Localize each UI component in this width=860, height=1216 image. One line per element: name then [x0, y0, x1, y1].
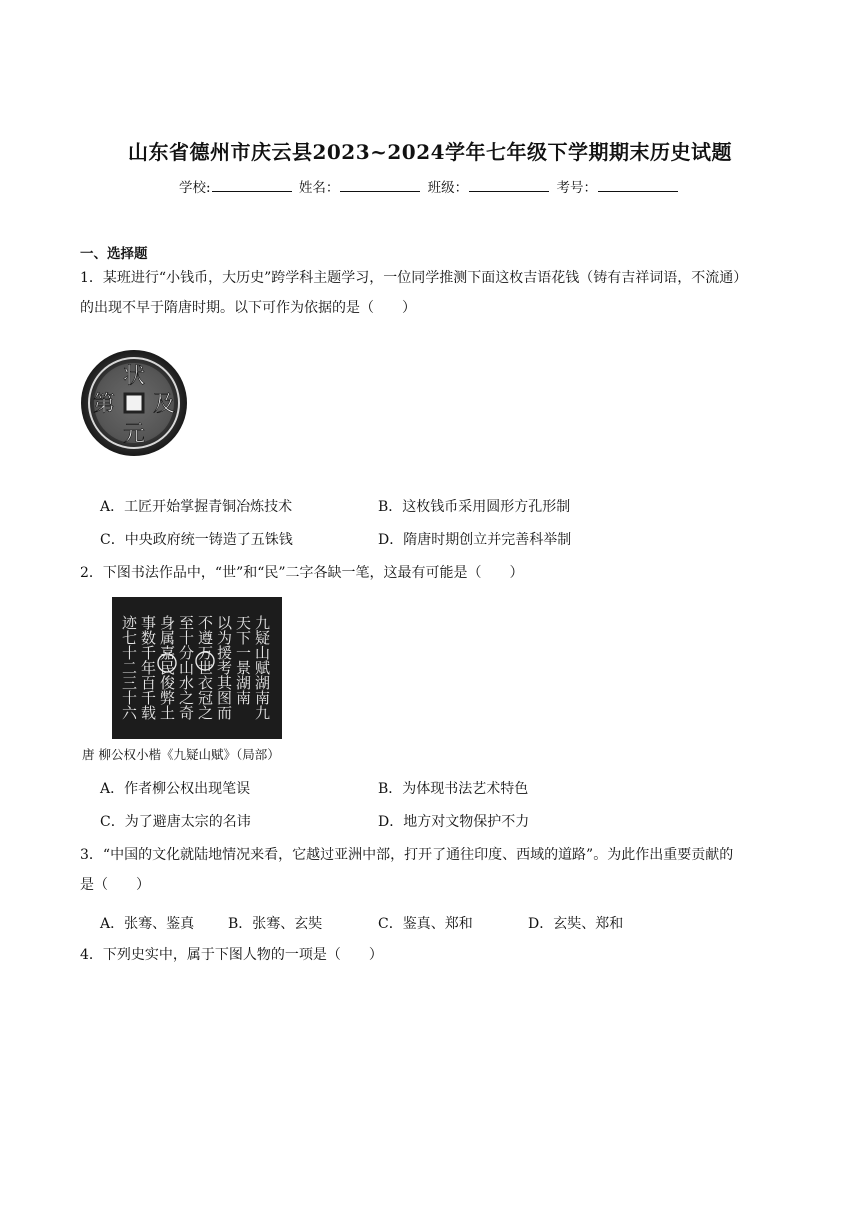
question-1-options-row-2 — [100, 529, 790, 551]
question-1-option-b[interactable]: B．这枚钱币采用圆形方孔形制 — [378, 499, 571, 515]
calligraphy-col-4: 不遵万世衣冠之 — [196, 615, 214, 720]
question-3-option-c[interactable]: C．鉴真、郑和 — [378, 916, 473, 932]
coin-char-bottom: 元 — [122, 422, 146, 447]
question-1-option-a[interactable]: A．工匠开始掌握青铜冶炼技术 — [100, 499, 293, 515]
school-label: 学校: — [179, 180, 211, 196]
coin-char-left: 第 — [92, 392, 116, 417]
question-3-line-2: 是（ ） — [80, 877, 150, 893]
question-2-text — [80, 558, 792, 588]
class-label: 班级： — [427, 180, 469, 196]
coin-square-hole — [125, 394, 143, 412]
school-blank[interactable] — [212, 179, 292, 192]
question-3-option-a[interactable]: A．张骞、鉴真 — [100, 916, 195, 932]
student-info-line — [0, 176, 860, 196]
calligraphy-col-5: 至十分山水之奇 — [177, 615, 195, 720]
question-3-option-b[interactable]: B．张骞、玄奘 — [228, 916, 323, 932]
question-2-option-a[interactable]: A．作者柳公权出现笔误 — [100, 781, 251, 797]
calligraphy-col-8: 迹七十二三十六 — [120, 615, 138, 720]
question-2-options-row-1 — [100, 778, 790, 800]
question-2-option-c[interactable]: C．为了避唐太宗的名讳 — [100, 814, 251, 830]
question-3-line-1: 3．“中国的文化就陆地情况来看，它越过亚洲中部，打开了通往印度、西域的道路”。为此作出重要贡献的 — [80, 847, 734, 863]
question-2-options-row-2 — [100, 811, 790, 833]
question-2-option-b[interactable]: B．为体现书法艺术特色 — [378, 781, 529, 797]
question-1-text — [80, 263, 792, 323]
calligraphy-col-6: 身属嘉民俊弊土 — [158, 615, 176, 720]
calligraphy-col-1: 九疑山赋湖南九 — [253, 615, 271, 720]
question-1-line-2: 的出现不早于隋唐时期。以下可作为依据的是（ ） — [80, 300, 416, 316]
question-1-option-d[interactable]: D．隋唐时期创立并完善科举制 — [378, 532, 572, 548]
question-3-text — [80, 840, 792, 900]
calligraphy-columns — [112, 597, 282, 739]
page-title: 山东省德州市庆云县2023~2024学年七年级下学期期末历史试题 — [127, 140, 733, 164]
calligraphy-text — [120, 615, 271, 721]
question-1-option-c[interactable]: C．中央政府统一铸造了五铢钱 — [100, 532, 293, 548]
coin-char-top: 状 — [122, 364, 146, 389]
question-2-line-1: 2．下图书法作品中，“世”和“民”二字各缺一笔，这最有可能是（ ） — [80, 565, 524, 581]
calligraphy-image — [112, 597, 282, 739]
calligraphy-col-3: 以为援考其图而 — [215, 615, 233, 720]
question-4-text — [80, 940, 792, 970]
class-blank[interactable] — [469, 179, 549, 192]
question-4-line-1: 4．下列史实中，属于下图人物的一项是（ ） — [80, 947, 383, 963]
exam-number-blank[interactable] — [598, 179, 678, 192]
name-label: 姓名： — [298, 180, 340, 196]
section-title: 一、选择题 — [80, 246, 148, 262]
calligraphy-col-7: 事数千年百千载 — [139, 615, 157, 720]
calligraphy-caption: 唐 柳公权小楷《九疑山赋》（局部） — [82, 747, 280, 762]
question-2-option-d[interactable]: D．地方对文物保护不力 — [378, 814, 530, 830]
coin-image — [80, 347, 188, 459]
coin-char-right: 及 — [152, 392, 176, 417]
question-3-option-d[interactable]: D．玄奘、郑和 — [528, 916, 624, 932]
question-1-line-1: 1．某班进行“小钱币，大历史”跨学科主题学习，一位同学推测下面这枚吉语花钱（铸有吉祥词语，不流通） — [80, 270, 748, 286]
name-blank[interactable] — [340, 179, 420, 192]
question-1-options-row-1 — [100, 496, 790, 518]
calligraphy-col-2: 天下一景湖南 — [234, 615, 252, 705]
exam-number-label: 考号： — [556, 180, 597, 196]
question-3-options-row — [100, 913, 790, 935]
